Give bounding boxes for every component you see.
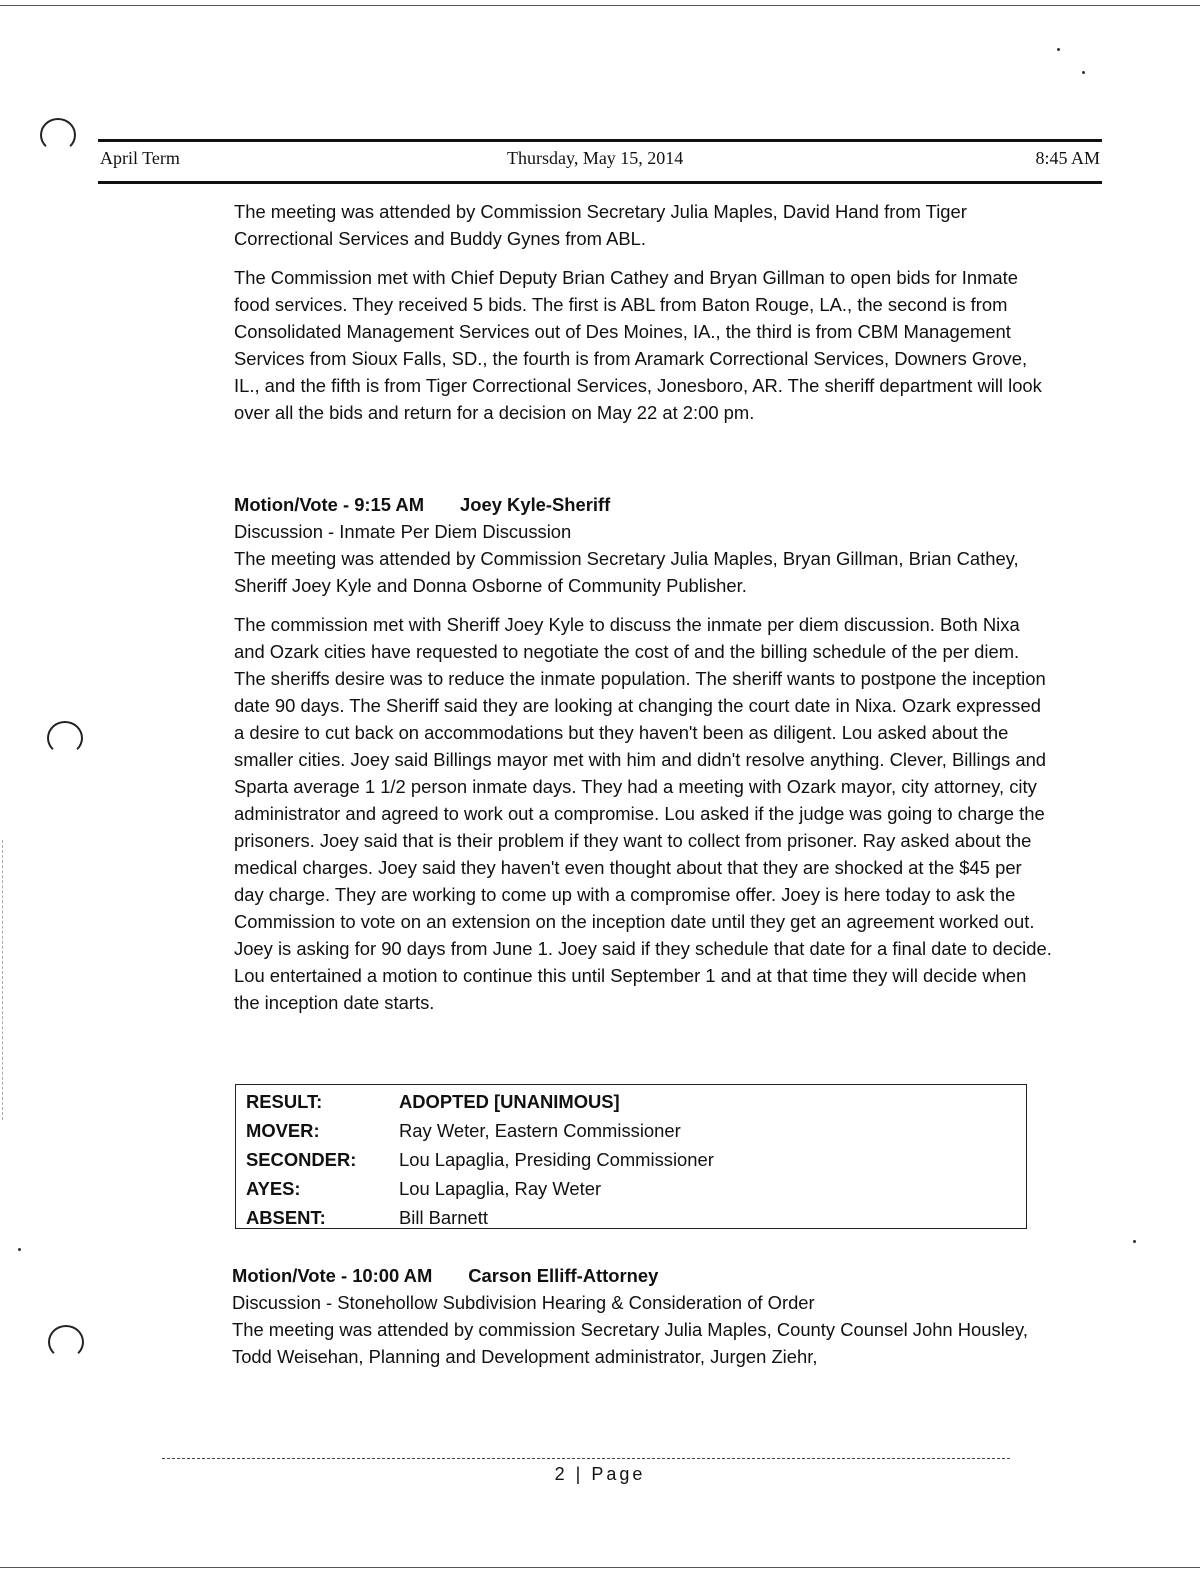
- motion-presenter: Joey Kyle-Sheriff: [460, 494, 611, 515]
- discussion-title: Discussion - Stonehollow Subdivision Hearing & Consideration of Order: [232, 1292, 815, 1313]
- punch-hole-mark: [47, 721, 83, 755]
- absent-label: ABSENT:: [246, 1207, 326, 1228]
- page-edge-left: [2, 840, 3, 1120]
- page-number: 2 | Page: [554, 1464, 646, 1484]
- motion-section-inmate-per-diem: [234, 491, 1054, 1016]
- punch-hole-mark: [48, 1325, 84, 1359]
- punch-hole-mark: [40, 118, 76, 152]
- seconder-value: Lou Lapaglia, Presiding Commissioner: [399, 1149, 714, 1170]
- mover-value: Ray Weter, Eastern Commissioner: [399, 1120, 681, 1141]
- header-time: 8:45 AM: [1035, 148, 1100, 168]
- discussion-body-paragraph: The commission met with Sheriff Joey Kyle to discuss the inmate per diem discussion. Both Nixa and Ozark cities have requested to negotiate the cost of and the billing schedule of the per diem. The sheriffs desire was to reduce the inmate population. The sheriff wants to postpone the inception date 90 days. The Sheriff said they are looking at changing the court date in Nixa. Ozark expressed a desire to cut back on accommodations but they haven't been as diligent. Lou asked about the smaller cities. Joey said Billings mayor met with him and didn't resolve anything. Clever, Billings and Sparta average 1 1/2 person inmate days. They had a meeting with Ozark mayor, city attorney, city administrator and agreed to work out a compromise. Lou asked if the judge was going to charge the prisoners. Joey said that is their problem if they want to collect from prisoner. Ray asked about the medical charges. Joey said they haven't even thought about that they are shocked at the $45 per day charge. They are working to come up with a compromise offer. Joey is here today to ask the Commission to vote on an extension on the inception date until they get an agreement worked out. Joey is asking for 90 days from June 1. Joey said if they schedule that date for a final date to decide. Lou entertained a motion to continue this until September 1 and at that time they will decide when the inception date starts.: [234, 614, 1052, 1013]
- header-date: Thursday, May 15, 2014: [507, 148, 684, 168]
- bids-summary-paragraph: The Commission met with Chief Deputy Brian Cathey and Bryan Gillman to open bids for Inmate food services. They received 5 bids. The first is ABL from Baton Rouge, LA., the second is from Consolidated Management Services out of Des Moines, IA., the third is from CBM Management Services from Sioux Falls, SD., the fourth is from Aramark Correctional Services, Downers Grove, IL., and the fifth is from Tiger Correctional Services, Jonesboro, AR. The sheriff department will look over all the bids and return for a decision on May 22 at 2:00 pm.: [234, 267, 1042, 423]
- motion-time: Motion/Vote - 9:15 AM: [234, 494, 425, 515]
- attendance-paragraph: The meeting was attended by Commission Secretary Julia Maples, David Hand from Tiger Correctional Services and Buddy Gynes from ABL.: [234, 201, 967, 249]
- vote-result-table: [235, 1084, 1027, 1229]
- section-bids: [234, 198, 1054, 438]
- scan-speck: [1082, 71, 1085, 74]
- header-term: April Term: [100, 148, 180, 168]
- result-label: RESULT:: [246, 1091, 323, 1112]
- page-edge-top: [0, 5, 1200, 6]
- attendance-paragraph: The meeting was attended by commission Secretary Julia Maples, County Counsel John Housley, Todd Weisehan, Planning and Development administrator, Jurgen Ziehr,: [232, 1319, 1028, 1367]
- attendance-paragraph: The meeting was attended by Commission Secretary Julia Maples, Bryan Gillman, Brian Cathey, Sheriff Joey Kyle and Donna Osborne of Community Publisher.: [234, 548, 1019, 596]
- header-rule-bottom: [98, 181, 1102, 184]
- ayes-label: AYES:: [246, 1178, 301, 1199]
- page-edge-bottom: [0, 1567, 1200, 1568]
- ayes-row: [246, 1174, 1026, 1203]
- scan-speck: [18, 1248, 21, 1251]
- result-value: ADOPTED [UNANIMOUS]: [399, 1091, 620, 1112]
- mover-row: [246, 1116, 1026, 1145]
- result-row: [246, 1087, 1026, 1116]
- motion-section-stonehollow: [232, 1262, 1052, 1370]
- scan-speck: [1133, 1240, 1136, 1243]
- absent-row: [246, 1203, 1026, 1232]
- motion-time: Motion/Vote - 10:00 AM: [232, 1265, 433, 1286]
- motion-presenter: Carson Elliff-Attorney: [468, 1265, 659, 1286]
- seconder-label: SECONDER:: [246, 1149, 357, 1170]
- absent-value: Bill Barnett: [399, 1207, 488, 1228]
- ayes-value: Lou Lapaglia, Ray Weter: [399, 1178, 602, 1199]
- seconder-row: [246, 1145, 1026, 1174]
- header-rule-top: [98, 139, 1102, 142]
- motion-heading: [232, 1262, 1052, 1289]
- scan-speck: [1057, 48, 1060, 51]
- footer-rule: [162, 1458, 1010, 1459]
- discussion-title: Discussion - Inmate Per Diem Discussion: [234, 521, 572, 542]
- running-header: [100, 148, 1100, 174]
- mover-label: MOVER:: [246, 1120, 320, 1141]
- motion-heading: [234, 491, 1054, 518]
